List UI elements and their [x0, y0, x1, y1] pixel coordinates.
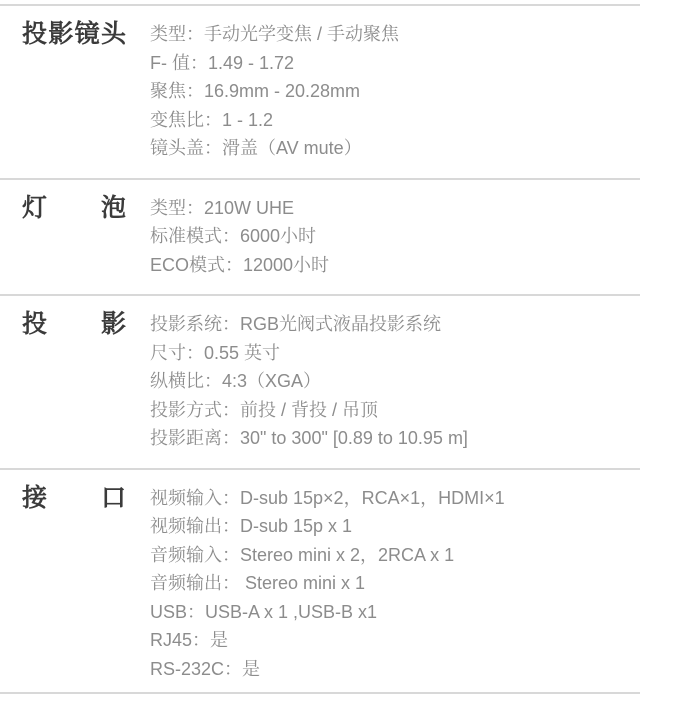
spec-line: 尺寸：0.55 英寸	[150, 342, 281, 363]
spec-section-label: 投影镜头	[22, 20, 126, 48]
spec-line: 音频输出： Stereo mini x 1	[150, 573, 366, 593]
spec-row	[0, 294, 640, 468]
spec-line: 标准模式：6000小时	[150, 226, 317, 246]
spec-line: 投影系统：RGB光阀式液晶投影系统	[150, 314, 442, 334]
spec-line: 投影距离：30" to 300" [0.89 to 10.95 m]	[150, 428, 468, 448]
spec-line: RS-232C：是	[150, 658, 261, 679]
spec-line: USB：USB-A x 1 ,USB-B x1	[150, 601, 378, 622]
spec-section-values	[150, 20, 399, 163]
spec-row	[0, 468, 640, 695]
spec-row	[0, 4, 640, 178]
spec-line: 类型：手动光学变焦 / 手动聚焦	[150, 24, 400, 44]
spec-line: 镜头盖：滑盖（AV mute）	[150, 138, 362, 158]
spec-line: 纵横比：4:3（XGA）	[150, 371, 322, 391]
spec-section-label: 灯泡	[22, 193, 126, 222]
spec-table	[0, 4, 640, 694]
spec-line: ECO模式：12000小时	[150, 254, 330, 275]
spec-line: 音频输入：Stereo mini x 2，2RCA x 1	[150, 544, 455, 565]
spec-line: F- 值：1.49 - 1.72	[150, 52, 295, 73]
spec-line: 视频输入：D-sub 15p×2，RCA×1，HDMI×1	[150, 487, 505, 508]
spec-line: 视频输出：D-sub 15p x 1	[150, 516, 353, 536]
spec-section-values	[150, 484, 505, 684]
spec-section-values	[150, 194, 329, 280]
spec-section-label: 投影	[22, 310, 126, 338]
spec-section-label: 接口	[22, 483, 126, 512]
spec-row	[0, 178, 640, 295]
spec-line: 投影方式：前投 / 背投 / 吊顶	[150, 399, 379, 420]
spec-line: 类型：210W UHE	[150, 197, 295, 218]
spec-section-values	[150, 310, 468, 453]
spec-line: RJ45：是	[150, 630, 229, 650]
spec-line: 变焦比：1 - 1.2	[150, 109, 274, 130]
spec-line: 聚焦：16.9mm - 20.28mm	[150, 81, 361, 101]
